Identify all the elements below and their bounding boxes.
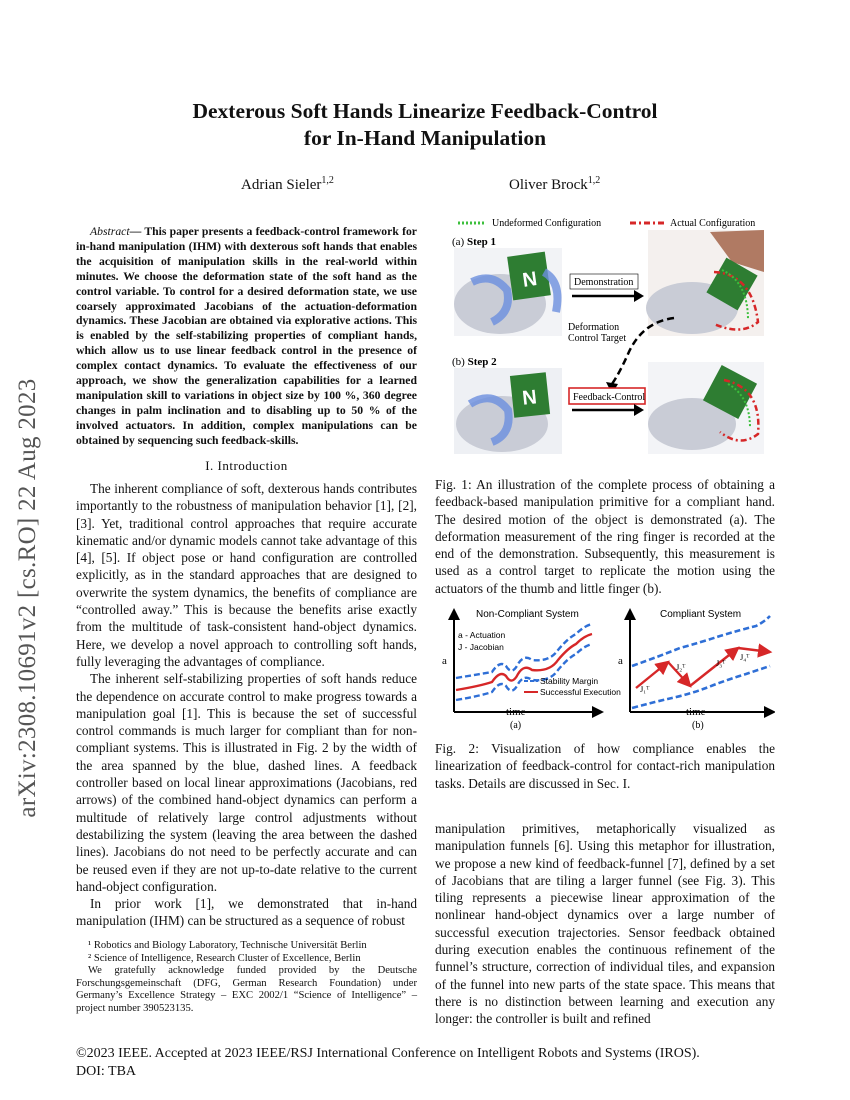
- sub-label-a: (a): [510, 720, 522, 731]
- hand-photo-step2-left: [454, 368, 562, 454]
- paragraph: The inherent compliance of soft, dexterous hands contributes importantly to the robustness of manipulation behavior [1], [2], [3]. Yet, traditional control approaches that require accurate kinematic and/or dynamic models cannot take advantage of this [4], [5]. If object pose or hand configuration are controlled explicitly, as in the standard approaches that are designed to overwrite the system dynamics, the benefits of compliance are “controlled away.” This is because the benefits arise exactly from the multitude of task-consistent hand-object dynamics. Here, we develop a novel approach to controlling soft hands, fully leveraging the advantages of compliance.: [76, 481, 417, 669]
- figure-2: [440, 604, 775, 732]
- footnote: ² Science of Intelligence, Research Cluster of Excellence, Berlin: [88, 952, 361, 964]
- hand-photo-step2-right: [648, 362, 764, 454]
- abstract-text: — This paper presents a feedback-control framework for in-hand manipulation (IHM) with dexterous soft hands that enables the acquisition of manipulation skills in the real-world within minutes. We choose the deformation state of the soft hand as the control variable. To control for a desired deformation state, we use coarsely approximated Jacobians of the actuation-deformation dynamics. These Jacobian are obtained via explorative actions. This is enabled by the self-stabilizing properties of compliant hands, which allow us to use linear feedback control in the presence of complex contact dynamics. To evaluate the effectiveness of our approach, we show the generalization capabilities for a learned manipulation skill to variations in object size by 100 %, 360 degree changes in palm inclination and to disabling up to 50 % of the involved actuators. In addition, complex manipulations can be obtained by sequencing such feedback-skills.: [76, 225, 417, 447]
- author-2: Oliver Brock$^{1,2}$: [509, 175, 601, 193]
- step1-label: (a) Step 1: [452, 236, 496, 248]
- copyright-notice: [76, 1045, 700, 1081]
- deformation-label-2: Control Target: [568, 333, 627, 344]
- paragraph: In prior work [1], we demonstrated that in-hand manipulation (IHM) can be structured as a sequence of robust: [76, 896, 417, 929]
- arxiv-stamp: arXiv:2308.10691v2 [cs.RO] 22 Aug 2023: [14, 378, 41, 818]
- footnote: We gratefully acknowledge funded provided by the Deutsche Forschungsgemeinschaft (DFG, German Research Foundation) under Germany’s Excellence Strategy – EXC 2002/1 “Science of Intelligence” – project number 390523135.: [76, 965, 417, 1014]
- hand-photo-step1-right: [646, 230, 764, 336]
- paragraph: The inherent self-stabilizing properties of soft hands reduce the dependence on accurate control to make progress towards a manipulation goal [1]. This is because the set of successful control commands is much larger for compliant than for non-compliant systems. This is illustrated in Fig. 2 by the width of the area spanned by the blue, dashed lines. A feedback controller based on local linear approximations (Jacobians, red arrows) of the combined hand-object dynamics can perform a multitude of relatively large control adjustments without destabilizing the system (leaving the area between the dashed lines). Jacobians do not need to be perfectly accurate and can be reused even if they are not up-to-date relative to the current hand-object configuration.: [76, 671, 417, 894]
- paper-title: [0, 98, 850, 152]
- footnotes: [76, 940, 417, 1016]
- figure-1-caption: Fig. 1: An illustration of the complete process of obtaining a feedback-based manipulation primitive for a compliant hand. The desired motion of the object is demonstrated (a). The deformation measurement of the ring finger is recorded at the end of the demonstration. Subsequently, this measurement is used as a control target to replicate the motion using the actuators of the thumb and little finger (b).: [435, 477, 775, 596]
- legend-undeformed-text: Undeformed Configuration: [492, 218, 602, 229]
- section-heading: I. Introduction: [205, 458, 288, 473]
- footnote: ¹ Robotics and Biology Laboratory, Technische Universität Berlin: [88, 940, 367, 951]
- title-line-2: for In-Hand Manipulation: [303, 126, 547, 150]
- j2-label: J₂ᵀ: [676, 662, 686, 672]
- right-panel-title: Compliant System: [660, 609, 742, 620]
- step2-label: (b) Step 2: [452, 356, 497, 368]
- legend-actuation: a - Actuation: [458, 630, 506, 640]
- jacobian-arrow-3: [690, 648, 738, 686]
- deformation-label-1: Deformation: [568, 322, 620, 333]
- legend-jacobian: J - Jacobian: [458, 642, 504, 652]
- left-panel-title: Non-Compliant System: [476, 609, 579, 620]
- copyright-line: ©2023 IEEE. Accepted at 2023 IEEE/RSJ International Conference on Intelligent Robots and Systems (IROS).: [76, 1046, 700, 1061]
- abstract-label: Abstract: [90, 225, 130, 238]
- successful-execution-text: Successful Execution: [540, 687, 621, 697]
- author-1: Adrian Sieler$^{1,2}$: [241, 175, 334, 193]
- feedback-control-label: Feedback-Control: [573, 392, 646, 403]
- abstract: [76, 225, 417, 449]
- left-y-label: a: [442, 655, 447, 667]
- right-x-label: time: [686, 706, 706, 718]
- right-column-body: manipulation primitives, metaphorically visualized as manipulation funnels [6]. Using this metaphor for illustration, we propose a new kind of feedback-funnel [7], defined by a set of Jacobians that are tiling a larger funnel (see Fig. 3). This tiling represents a piecewise linear approximation of the nonlinear hand-object dynamics over a large number of successful execution trajectories. Sensor feedback obtained during execution enables the continuous refinement of the funnel’s structure, correction of individual tiles, and expansion of the funnel into new parts of the state space. This means that there is no distinction between learning and execution any longer: the controller is built and refined: [435, 821, 775, 1027]
- figure-1: [452, 212, 764, 460]
- j3-label: J₃ᵀ: [716, 658, 726, 668]
- doi-line: DOI: TBA: [76, 1064, 137, 1079]
- legend-actual-text: Actual Configuration: [670, 218, 756, 229]
- figure-2-graphic: [440, 604, 775, 732]
- figure-1-graphic: [452, 212, 764, 460]
- right-y-label: a: [618, 655, 623, 667]
- j1-label: J₁ᵀ: [640, 684, 650, 694]
- figure-2-caption: Fig. 2: Visualization of how compliance enables the linearization of feedback-control for contact-rich manipulation tasks. Details are discussed in Sec. I.: [435, 741, 775, 791]
- j4-label: J₄ᵀ: [740, 652, 750, 662]
- hand-photo-step1-left: [454, 248, 562, 336]
- stability-margin-text: Stability Margin: [540, 676, 599, 686]
- svg-text:N: N: [521, 386, 538, 410]
- title-line-1: Dexterous Soft Hands Linearize Feedback-Control: [192, 99, 658, 123]
- left-column-body: [76, 480, 417, 930]
- left-x-label: time: [506, 706, 526, 718]
- demonstration-label: Demonstration: [574, 277, 634, 288]
- compliant-margin-lower: [632, 666, 770, 708]
- sub-label-b: (b): [692, 720, 704, 731]
- svg-text:N: N: [521, 268, 539, 292]
